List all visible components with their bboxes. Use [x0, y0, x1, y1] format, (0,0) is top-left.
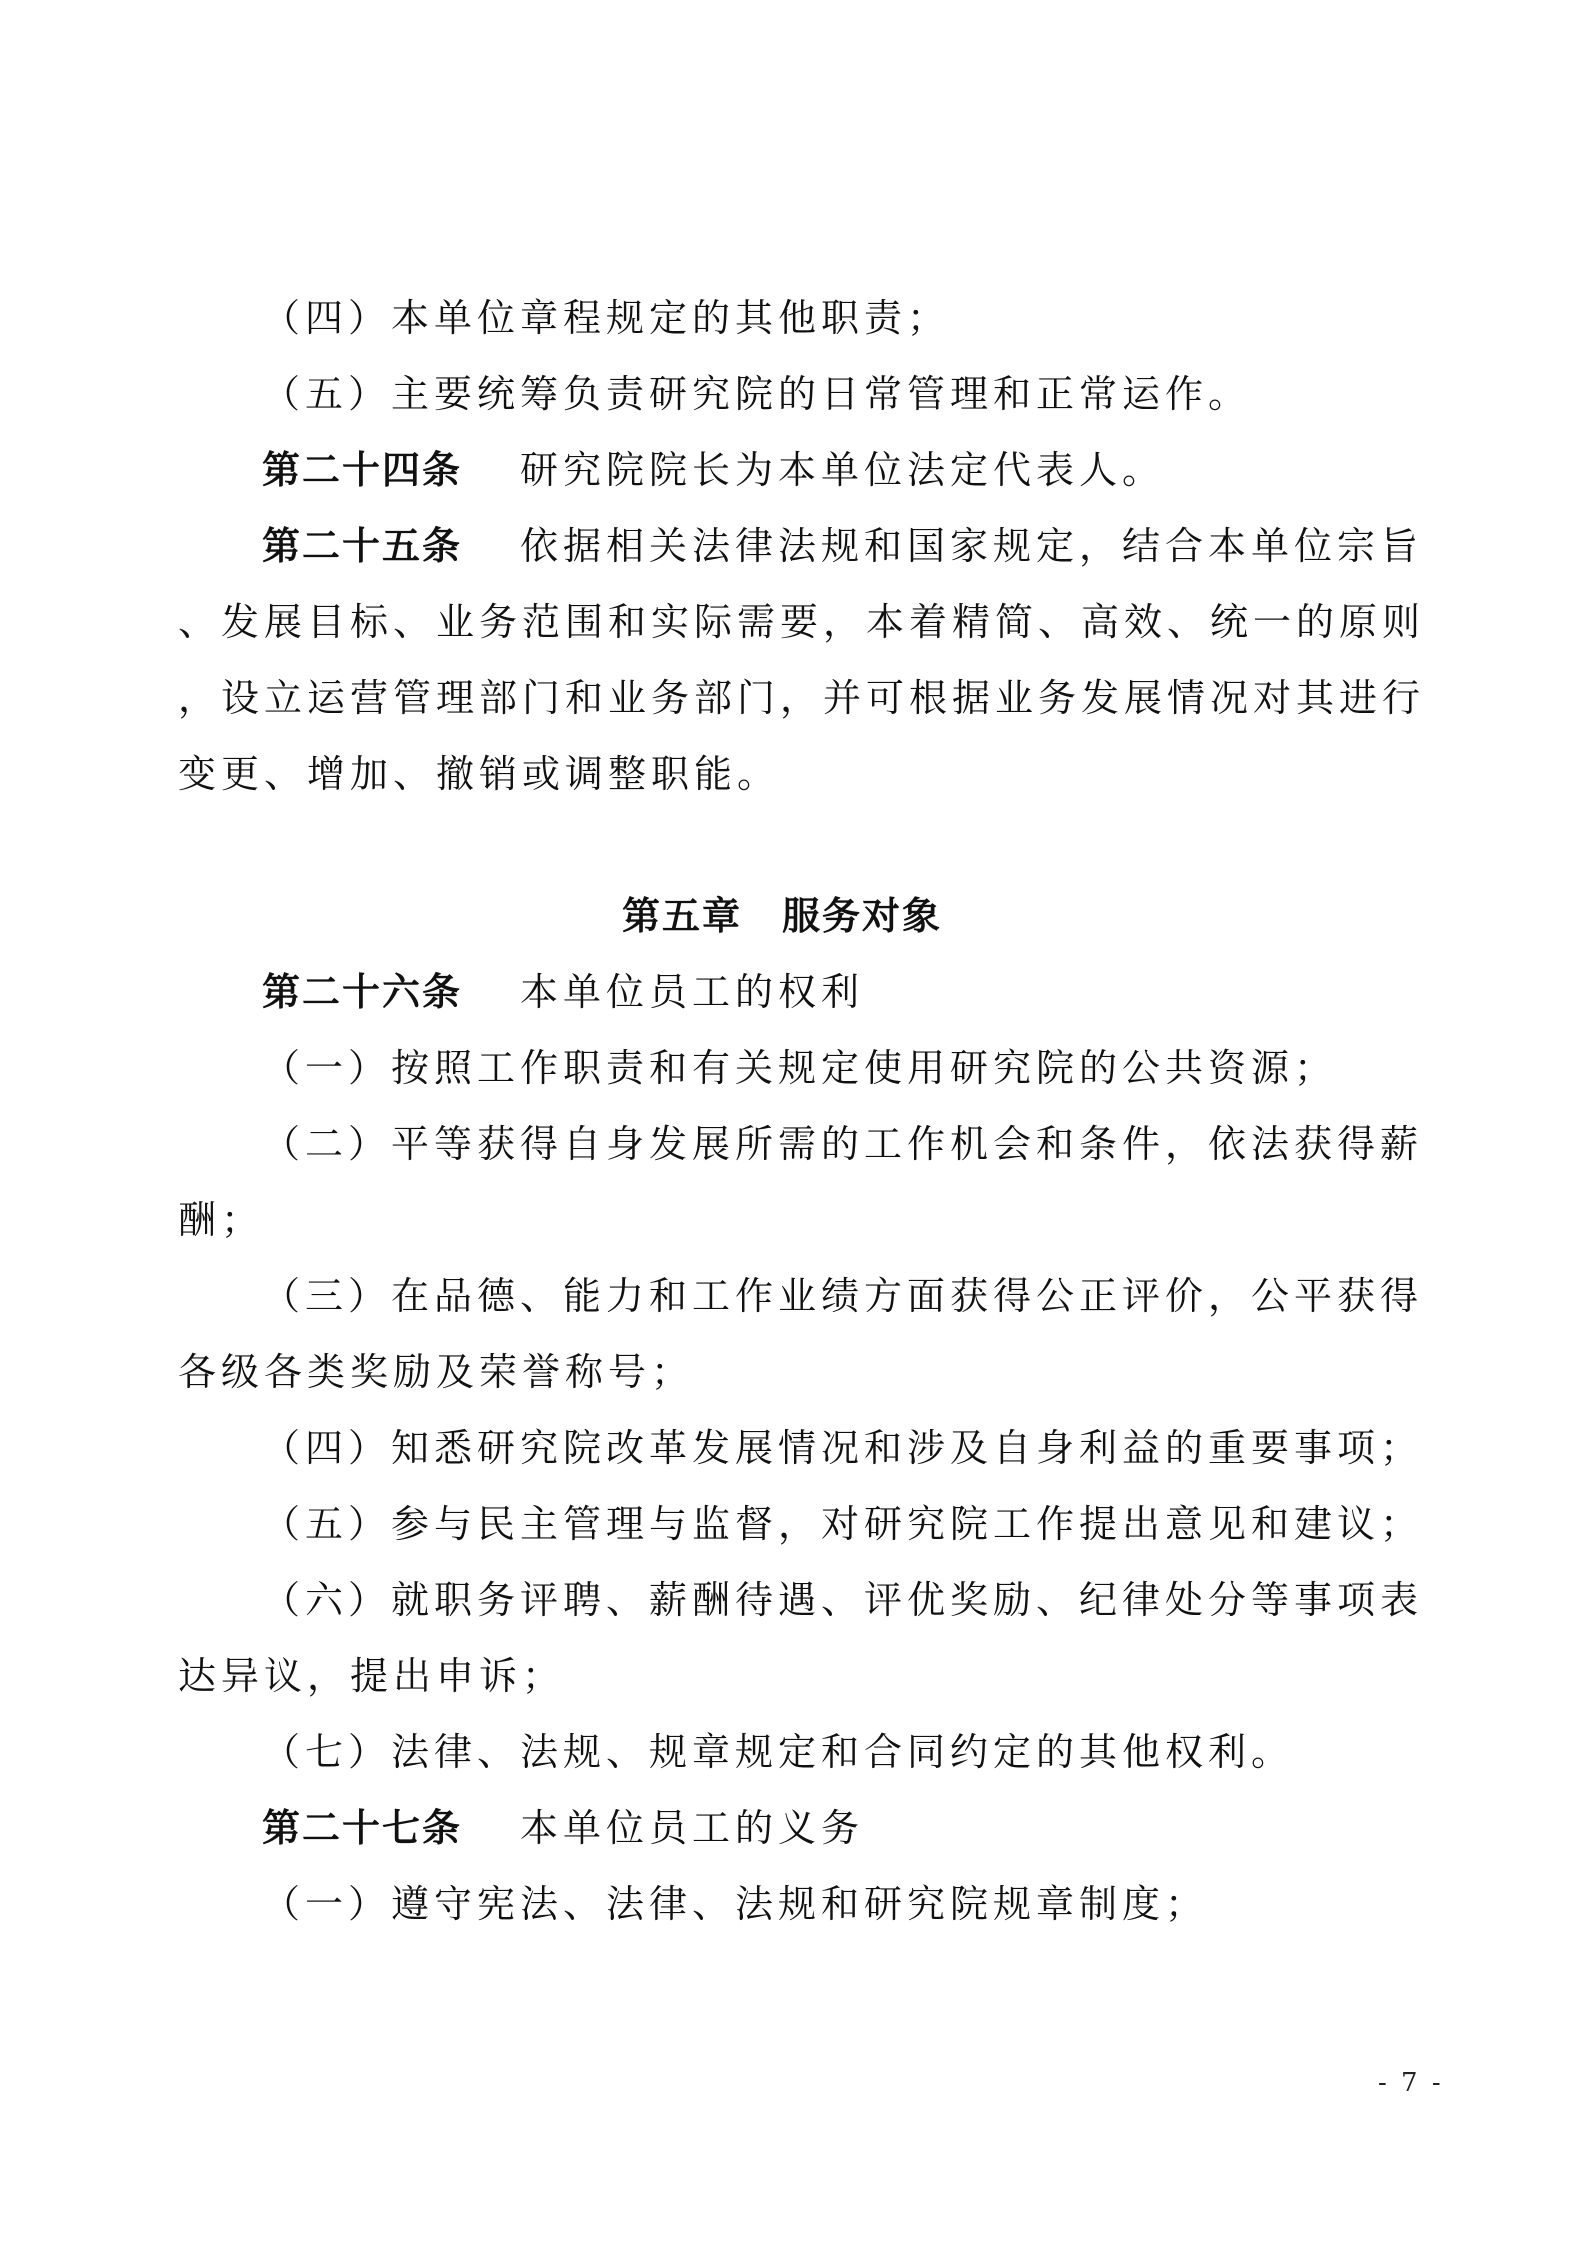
list-item-text: （五）参与民主管理与监督，对研究院工作提出意见和建议；: [262, 1502, 1424, 1546]
article-number: 第二十四条: [262, 448, 463, 492]
article-text: 本单位员工的义务: [520, 1806, 865, 1850]
article-line: [0, 966, 1587, 1018]
paragraph-text: 变更、增加、撤销或调整职能。: [178, 752, 781, 796]
paragraph-line: [0, 1118, 1587, 1170]
paragraph-line: [0, 748, 1587, 800]
list-item-text: （四）知悉研究院改革发展情况和涉及自身利益的重要事项；: [262, 1426, 1424, 1470]
paragraph-text: 各级各类奖励及荣誉称号；: [178, 1350, 695, 1394]
paragraph-line: [0, 1194, 1587, 1246]
paragraph-text: ，设立运营管理部门和业务部门，并可根据业务发展情况对其进行: [178, 676, 1426, 720]
list-item-text: （二）平等获得自身发展所需的工作机会和条件，依法获得薪: [262, 1122, 1424, 1166]
list-item-text: （三）在品德、能力和工作业绩方面获得公正评价，公平获得: [262, 1274, 1424, 1318]
list-item-text: （四）本单位章程规定的其他职责；: [262, 296, 951, 340]
chapter-heading: 第五章 服务对象: [622, 894, 943, 938]
paragraph-line: [0, 292, 1587, 344]
list-item-text: （六）就职务评聘、薪酬待遇、评优奖励、纪律处分等事项表: [262, 1578, 1424, 1622]
paragraph-text: 、发展目标、业务范围和实际需要，本着精简、高效、统一的原则: [178, 600, 1426, 644]
paragraph-line: [0, 1878, 1587, 1930]
list-item-text: （一）按照工作职责和有关规定使用研究院的公共资源；: [262, 1046, 1338, 1090]
list-item-text: （五）主要统筹负责研究院的日常管理和正常运作。: [262, 372, 1252, 416]
paragraph-line: [0, 1042, 1587, 1094]
chapter-heading-line: [0, 890, 1587, 942]
page-number: - 7 -: [1378, 2068, 1444, 2098]
paragraph-line: [0, 1650, 1587, 1702]
article-number: 第二十六条: [262, 970, 463, 1014]
article-number: 第二十五条: [262, 524, 463, 568]
paragraph-line: [0, 1498, 1587, 1550]
paragraph-text: 达异议，提出申诉；: [178, 1654, 566, 1698]
paragraph-line: [0, 1574, 1587, 1626]
article-text: 本单位员工的权利: [520, 970, 865, 1014]
paragraph-text: 酬；: [178, 1198, 265, 1242]
paragraph-line: [0, 1346, 1587, 1398]
article-line: [0, 520, 1587, 572]
paragraph-line: [0, 596, 1587, 648]
paragraph-line: [0, 672, 1587, 724]
paragraph-line: [0, 1422, 1587, 1474]
article-number: 第二十七条: [262, 1806, 463, 1850]
article-line: [0, 444, 1587, 496]
paragraph-line: [0, 1270, 1587, 1322]
list-item-text: （七）法律、法规、规章规定和合同约定的其他权利。: [262, 1730, 1295, 1774]
article-line: [0, 1802, 1587, 1854]
article-text: 依据相关法律法规和国家规定，结合本单位宗旨: [520, 524, 1424, 568]
paragraph-line: [0, 1726, 1587, 1778]
article-text: 研究院院长为本单位法定代表人。: [520, 448, 1166, 492]
paragraph-line: [0, 368, 1587, 420]
list-item-text: （一）遵守宪法、法律、法规和研究院规章制度；: [262, 1882, 1209, 1926]
